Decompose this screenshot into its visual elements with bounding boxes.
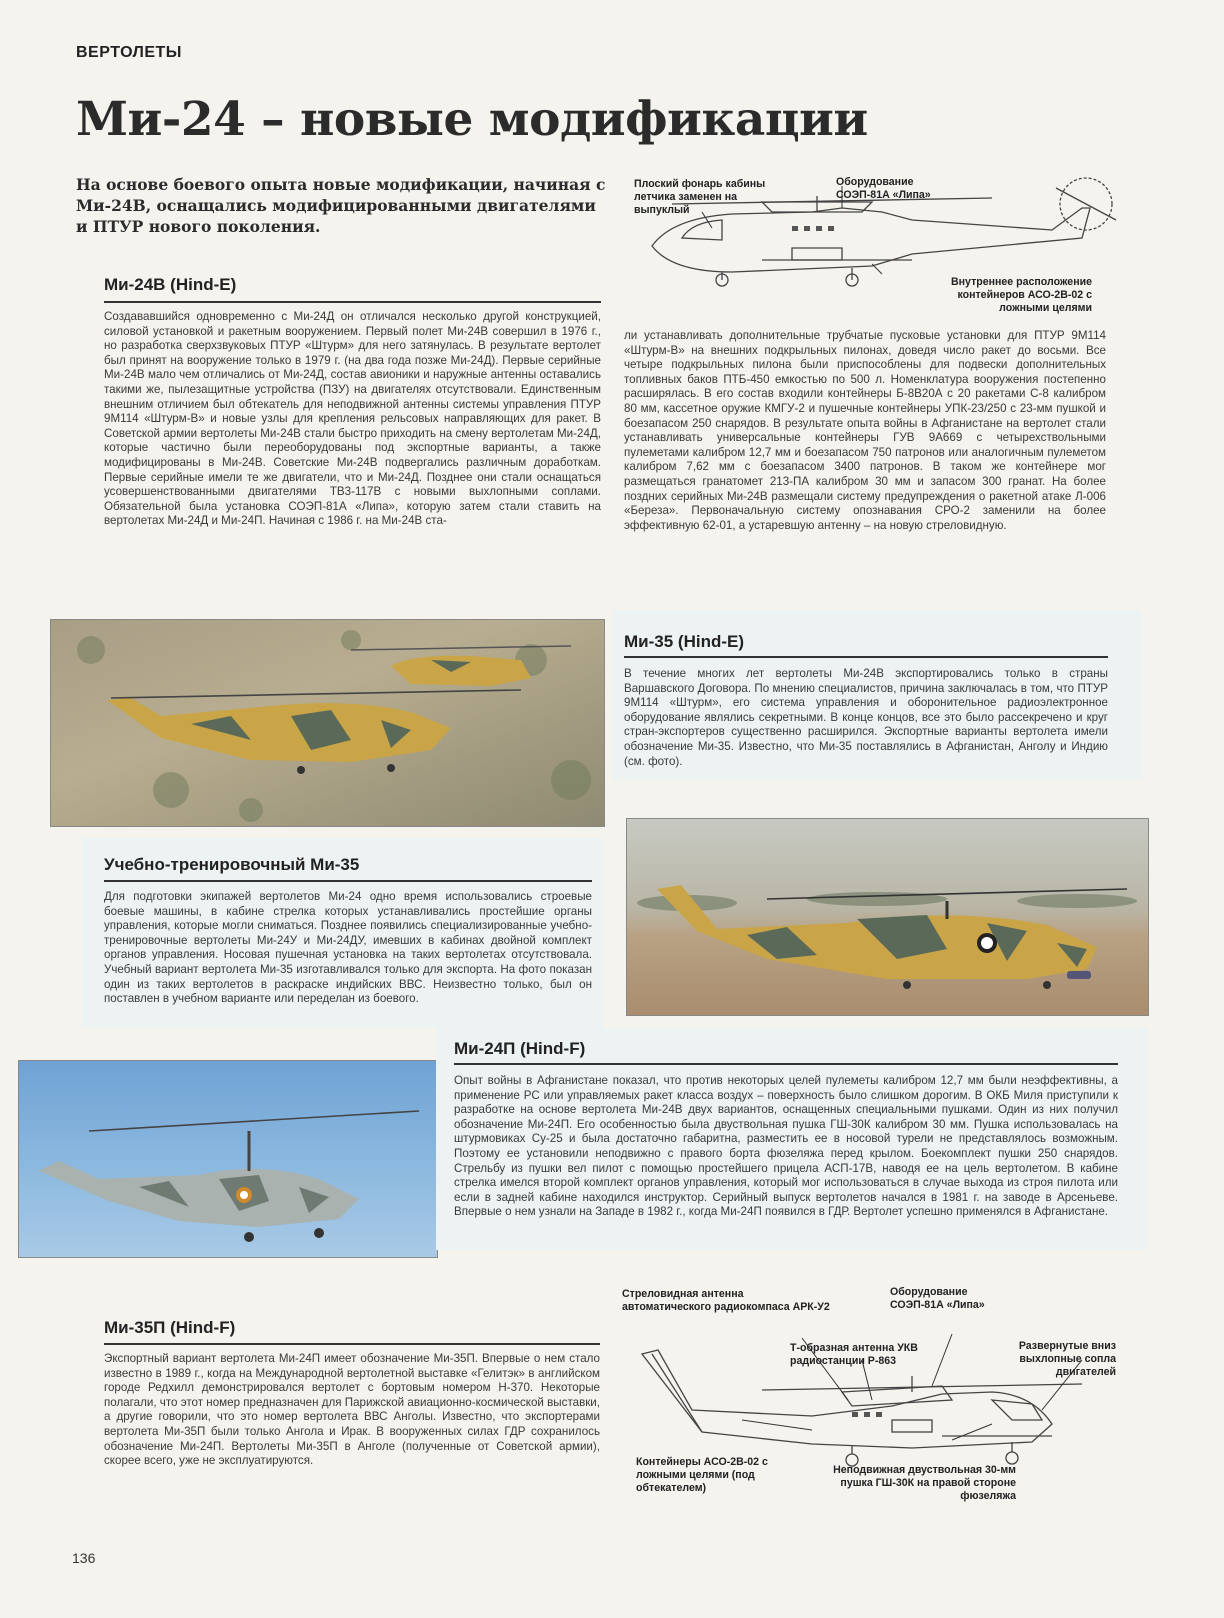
heading-rule [104, 301, 601, 303]
mi35p-text: Экспортный вариант вертолета Ми-24П имеет обозначение Ми-35П. Впервые о нем стало известно в 1989 г., когда на Международной вертолетной выставке «Гелитэк» в английском городе Редхилл демонстрировался вертолет с бортовым номером Н-370. Некоторые полагали, что этот номер предназначен для Парижской авиационно-космической выставки, а другие говорили, что это номер вертолета ВВС Анголы. Известно, что экспортерами вертолета Ми-35П были только Ангола и Ирак. В вооруженных силах ГДР сохранилось обозначение Ми-24П. Вертолеты Ми-35П в Анголе (полученные от Советской армии), скорее всего, уже не эксплуатируются. [104, 1352, 600, 1468]
callout-t-antenna: Т-образная антенна УКВ радиостанции Р-863 [790, 1342, 918, 1367]
heading-mi35: Ми-35 (Hind-E) [624, 632, 744, 651]
section-label: ВЕРТОЛЕТЫ [76, 44, 182, 61]
callout-ark-antenna: Стреловидная антенна автоматического радиокомпаса АРК-У2 [622, 1288, 830, 1313]
callout-aso-containers: Внутреннее расположение контейнеров АСО-2В-02 с ложными целями [951, 276, 1092, 314]
helicopter-ground-icon [627, 819, 1148, 1015]
photo-mi35-pair [50, 619, 605, 827]
heading-rule [624, 656, 1108, 658]
heading-rule [104, 1343, 600, 1345]
callout-canopy: Плоский фонарь кабины летчика заменен на выпуклый [634, 178, 766, 216]
callout-soep-lipa: Оборудование СОЭП-81А «Липа» [890, 1286, 985, 1311]
callout-soep-lipa: Оборудование СОЭП-81А «Липа» [836, 176, 931, 201]
helicopter-flight-icon [19, 1061, 437, 1257]
mi24v-text-right: ли устанавливать дополнительные трубчатые пусковые установки для ПТУР 9М114 «Штурм-В» на внешних подкрыльных пилонах, доведя число ракет до восьми. Все четыре подкрыльных пилона были приспособлены для подвески дополнительных топливных баков ПТБ-450 емкостью по 500 л. Номенклатура вооружения постепенно расширялась. В его состав входили контейнеры Б-8В20А с 20 ракетами С-8 калибром 80 мм, кассетное оружие КМГУ-2 и пушечные контейнеры УПК-23/250 с 23-мм пушкой и боезапасом 250 снарядов. В результате опыта войны в Афганистане на вертолет стали устанавливать универсальные контейнеры ГУВ 9А669 с четырехствольными пулеметами калибром 12,7 мм и боезапасом 750 патронов или аналогичным пулеметом калибром 7,62 мм с боезапасом 3400 патронов. В таком же контейнере мог размещаться гранатомет 213-ПА калибром 30 мм и запасом 300 гранат. На более поздних серийных Ми-24В размещали систему предупреждения о ракетной атаке Л-006 «Береза». Первоначальную систему опознавания СРО-2 заменили на более эффективную 62-01, а устаревшую антенну – на новую стреловидную. [624, 329, 1106, 532]
heading-trainer: Учебно-тренировочный Ми-35 [104, 855, 360, 874]
helicopter-pair-icon [51, 620, 604, 826]
page-number: 136 [72, 1550, 96, 1566]
callout-aso-containers: Контейнеры АСО-2В-02 с ложными целями (под обтекателем) [636, 1456, 768, 1494]
mi35-text: В течение многих лет вертолеты Ми-24В экспортировались только в страны Варшавского Договора. По мнению специалистов, причина заключалась в том, что ПТУР 9М114 «Штурм», его система управления и оборонительное радиоэлектронное оборудование являлись секретными. В конце концов, все это было рассекречено и круг стран-экспортеров существенно расширился. Экспортные варианты вертолета имели обозначение Ми-35. Известно, что Ми-35 поставлялись в Афганистан, Анголу и Индию (см. фото). [624, 667, 1108, 768]
trainer-text: Для подготовки экипажей вертолетов Ми-24 одно время использовались строевые боевые машины, в кабине стрелка которых устанавливались простейшие органы управления, которые могли сниматься. Позднее появились специализированные учебно-тренировочные вертолеты Ми-24У и Ми-24ДУ, имевших в кабинах двойной комплект органов управления. Носовая пушечная установка на таких вертолетах отсутствовала. Учебный вариант вертолета Ми-35 изготавливался только для экспорта. На фото показан один из таких вертолетов в раскраске индийских ВВС. Неизвестно только, был он поставлен в учебном варианте или переделан из боевого. [104, 890, 592, 1006]
mi24v-text-left: Создававшийся одновременно с Ми-24Д он отличался несколько другой конструкцией, силовой установкой и ракетным вооружением. Первый полет Ми-24В совершил в 1976 г., но разработка сверхзвуковых ПТУР «Штурм» для него затянулась. В результате вертолет был принят на вооружение только в 1979 г. (на два года позже Ми-24Д). Первые серийные Ми-24В мало чем отличались от Ми-24Д, состав авионики и наружные антенны оставались такими же, пылезащитные устройства (ПЗУ) на двигателях отсутствовали. Единственным внешним отличием был обтекатель для неподвижной антенны системы управления ПТУР 9М114 «Штурм-В» и новые узлы для крепления рельсовых направляющих для ракет. В Советской армии вертолеты Ми-24В стали быстро приходить на смену вертолетам Ми-24Д, которые частично были переоборудованы под экспортные варианты, а также модифицированы в Ми-24В. Советские Ми-24В подвергались различным доработкам. Первые серийные имели те же двигатели, что и Ми-24Д. Позднее они стали оснащаться усовершенствованными двигателями ТВ3-117В с новыми выхлопными соплами. Обязательной была установка СОЭП-81А «Липа», которую затем стали ставить на вертолетах Ми-24Д и Ми-24П. Начиная с 1986 г. на Ми-24В ста- [104, 310, 601, 528]
photo-mi35-ground [626, 818, 1149, 1016]
callout-gsh30k: Неподвижная двуствольная 30-мм пушка ГШ-30К на правой стороне фюзеляжа [833, 1464, 1016, 1502]
page-title: Ми-24 – новые модификации [76, 92, 868, 147]
mi24p-text: Опыт войны в Афганистане показал, что против некоторых целей пулеметы калибром 12,7 мм были неэффективны, а применение РС или управляемых ракет класса воздух – поверхность было слишком дорогим. В ОКБ Миля приступили к разработке на основе вертолета Ми-24В двух вариантов, оснащенных специальными пушками. Один из них получил обозначение Ми-24П. Его особенностью была двуствольная пушка ГШ-30К калибром 30 мм. Пушка использовалась на штурмовиках Су-25 и была достаточно габаритна, разместить ее в носовой турели не представлялось возможным. Поэтому ее установили неподвижно с правого борта фюзеляжа перед крылом. Боекомплект пушки 250 снарядов. Стрельбу из пушки вел пилот с помощью простейшего прицела АСП-17В, наводя ее на цель вертолетом. В кабине стрелка имелся второй комплект органов управления, который мог использоваться в случае выхода из строя пилота или если в задней кабине находился инструктор. Серийный выпуск вертолетов начался в 1981 г. на заводе в Арсеньеве. Впервые о нем узнали на Западе в 1982 г., когда Ми-24П появился в ГДР. Вертолет успешно применялся в Афганистане. [454, 1074, 1118, 1219]
heading-rule [104, 880, 592, 882]
heading-mi24v: Ми-24В (Hind-E) [104, 275, 237, 294]
heading-mi24p: Ми-24П (Hind-F) [454, 1039, 586, 1058]
callout-exhaust: Развернутые вниз выхлопные сопла двигателей [1018, 1340, 1116, 1378]
lead-paragraph: На основе боевого опыта новые модификации, начиная с Ми-24В, оснащались модифицированными двигателями и ПТУР нового поколения. [76, 175, 606, 236]
heading-mi35p: Ми-35П (Hind-F) [104, 1318, 236, 1337]
heading-rule [454, 1063, 1118, 1065]
photo-mi24p-sky [18, 1060, 438, 1258]
